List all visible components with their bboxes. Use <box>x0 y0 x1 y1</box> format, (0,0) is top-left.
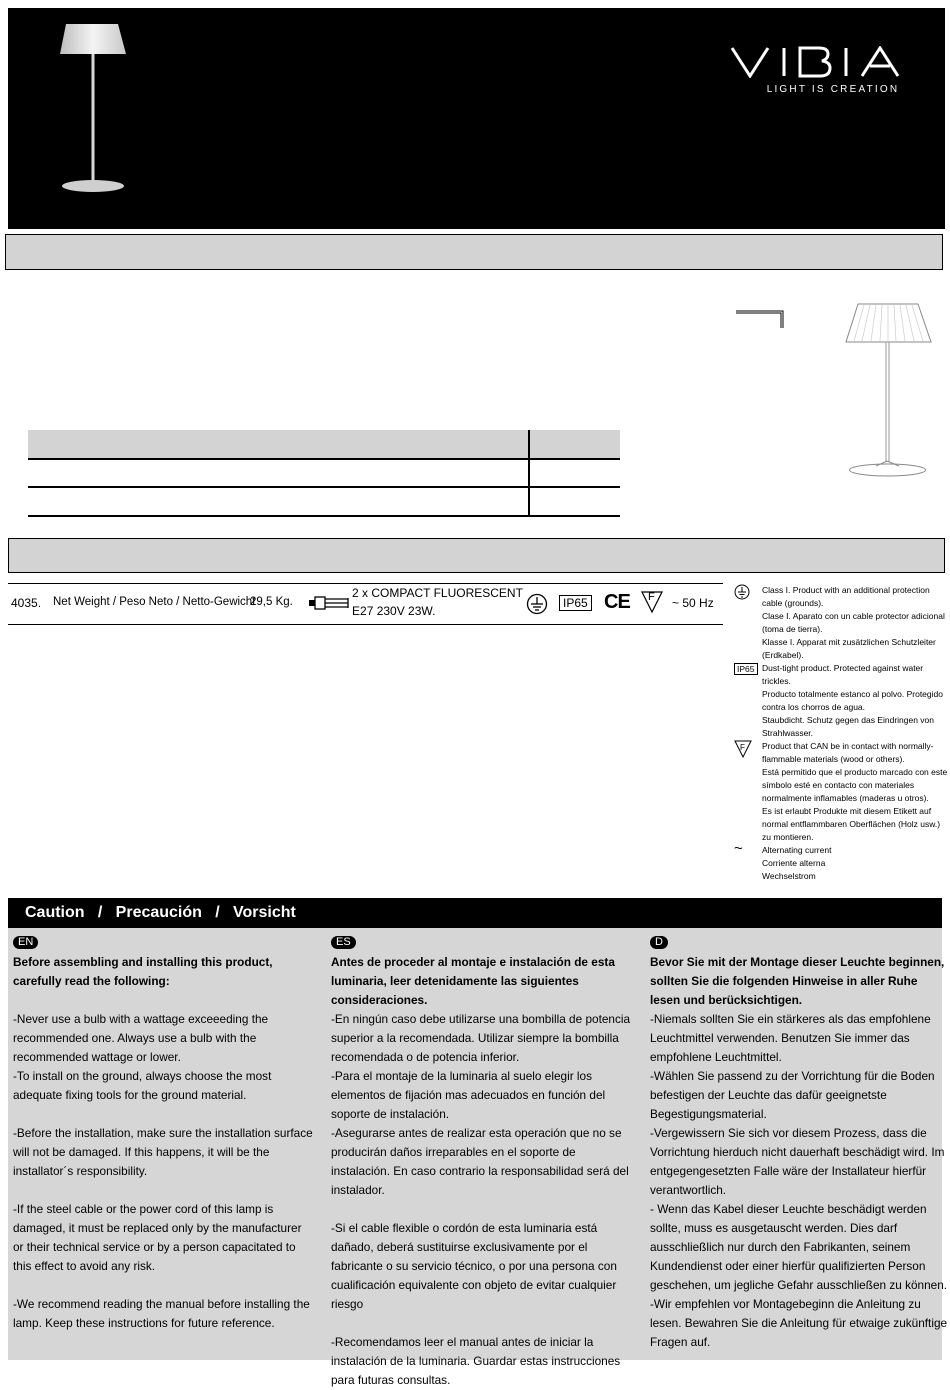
ground-icon <box>526 593 548 615</box>
legend-ac <box>734 840 950 883</box>
header-banner <box>8 8 945 229</box>
legend-text: Product that CAN be in contact with normally-flammable materials (wood or others). <box>762 741 934 764</box>
legend-text: Es ist erlaubt Produkte mit diesem Etikett auf normal entflammbaren Oberflächen (Holz usw.) zu montieren. <box>762 806 941 842</box>
table-row-line <box>28 486 620 488</box>
ip-rating-badge: IP65 <box>559 595 592 611</box>
legend-text: Producto totalmente estanco al polvo. Protegido contra los chorros de agua. <box>762 689 943 712</box>
caution-paragraph: -Wählen Sie passend zu der Vorrichtung für die Boden befestigen der Leuchte das dafür geeignetste Begestigungsmaterial. <box>650 1069 935 1121</box>
legend-f <box>734 740 950 844</box>
ce-mark: CE <box>604 591 630 613</box>
caution-paragraph: -Si el cable flexible o cordón de esta luminaria está dañado, deberá sustituirse exclusivamente por el fabricante o su servicio técnico, o por una persona con cualificación equivalente con objeto de evitar cualquier riesgo <box>331 1221 617 1311</box>
weight-value: 29,5 Kg. <box>250 596 293 608</box>
caution-intro: Antes de proceder al montaje e instalación de esta luminaria, leer detenidamente las siguientes consideraciones. <box>331 955 615 1007</box>
lamp-spec <box>352 604 435 618</box>
caution-intro: Bevor Sie mit der Montage dieser Leuchte beginnen, sollten Sie die folgenden Hinweise in aller Ruhe lesen und berücksichtigen. <box>650 955 945 1007</box>
caution-paragraph: -To install on the ground, always choose the most adequate fixing tools for the ground material. <box>13 1069 272 1102</box>
legend-text: Clase I. Aparato con un cable protector adicional (toma de tierra). <box>762 611 945 634</box>
symbol-legend <box>734 584 950 883</box>
f-mark-label: F <box>648 591 655 603</box>
allen-key-icon <box>735 308 787 330</box>
caution-paragraph: -If the steel cable or the power cord of this lamp is damaged, it must be replaced only by the manufacturer or their technical service or by a person capacitated to this effect to avoid any risk. <box>13 1202 302 1273</box>
caution-column-es <box>331 932 631 1390</box>
caution-paragraph: -Wir empfehlen vor Montagebeginn die Anleitung zu lesen. Bewahren Sie die Anleitung für etwaige zukünftige Fragen auf. <box>650 1297 948 1349</box>
caution-paragraph: -Para el montaje de la luminaria al suelo elegir los elementos de fijación mas adecuados en función del soporte de instalación. <box>331 1069 606 1121</box>
caution-column-de <box>650 932 950 1352</box>
ip-rating-badge: IP65 <box>734 663 758 675</box>
lang-badge-de: D <box>650 936 668 949</box>
alternating-current-icon: ~ <box>734 840 743 857</box>
ground-icon <box>734 584 750 600</box>
legend-text: Está permitido que el producto marcado con este símbolo esté en contacto con materiales normalmente inflamables (maderas u otros). <box>762 767 948 803</box>
legend-text: Staubdicht. Schutz gegen das Eindringen von Strahlwasser. <box>762 715 935 738</box>
weight-label: Net Weight / Peso Neto / Netto-Gewicht <box>53 596 256 608</box>
caution-paragraph: -Never use a bulb with a wattage exceeeding the recommended one. Always use a bulb with the recommended wattage or lower. <box>13 1012 269 1064</box>
legend-class1 <box>734 584 950 662</box>
lang-badge-es: ES <box>331 936 356 949</box>
legend-text: Dust-tight product. Protected against water trickles. <box>762 663 924 686</box>
caution-paragraph: -Before the installation, make sure the installation surface will not be damaged. If this happens, it will be the installator´s responsibility. <box>13 1126 313 1178</box>
caution-paragraph: -Vergewissern Sie sich vor diesem Prozess, dass die Vorrichtung hierduch nicht dauerhaft beschädigt wird. Im entgegengesetzten Falle wäre der Installateur hierfür verantwortlich. <box>650 1126 945 1197</box>
caution-paragraph: -Asegurarse antes de realizar esta operación que no se producirán daños irreparables en el soporte de instalación. En caso contrario la responsabilidad será del instalador. <box>331 1126 629 1197</box>
legend-text: Class I. Product with an additional protection cable (grounds). <box>762 585 930 608</box>
vibia-logo <box>730 46 935 78</box>
table-row-line <box>28 515 620 517</box>
caution-paragraph: - Wenn das Kabel dieser Leuchte beschädigt werden sollte, muss es ausgetauscht werden. Dies darf ausschließlich nur durch den Fabrikanten, seinem Kundendienst oder einer hierfür qualifizierten Person geschehen, um jegliche Gefahr ausschließen zu können. <box>650 1202 948 1292</box>
caution-intro: Before assembling and installing this product, carefully read the following: <box>13 955 273 988</box>
legend-text: Alternating current <box>762 845 832 855</box>
caution-title: Caution / Precaución / Vorsicht <box>25 904 296 921</box>
legend-text: Corriente alterna <box>762 858 826 868</box>
table-header <box>28 430 620 458</box>
lamp-type: 2 x COMPACT FLUORESCENT <box>352 586 523 600</box>
caution-paragraph: -Recomendamos leer el manual antes de iniciar la instalación de la luminaria. Guardar estas instrucciones para futuras consultas. <box>331 1335 621 1387</box>
caution-paragraph: -Niemals sollten Sie ein stärkeres als das empfohlene Leuchtmittel verwenden. Benutzen Sie immer das empfohlene Leuchtmittel. <box>650 1012 931 1064</box>
tagline: LIGHT IS CREATION <box>766 84 900 95</box>
frequency: ~ 50 Hz <box>672 596 714 610</box>
caution-body <box>8 928 948 1387</box>
legend-text: Wechselstrom <box>762 871 816 881</box>
f-mark-label: F <box>740 743 745 752</box>
lamp-values: 27 230V 23W. <box>360 604 436 618</box>
table-divider <box>528 430 530 517</box>
fluorescent-bulb-icon <box>308 594 350 612</box>
lamp-socket: E <box>352 604 361 618</box>
caution-header <box>8 898 942 928</box>
product-ref: 4035. <box>11 596 42 610</box>
frequency-value: 50 Hz <box>682 596 714 610</box>
caution-column-en <box>13 932 313 1333</box>
section-bar <box>8 538 945 573</box>
legend-text: Klasse I. Apparat mit zusätzlichen Schutzleiter (Erdkabel). <box>762 637 936 660</box>
section-bar <box>5 234 943 270</box>
lamp-drawing <box>840 298 935 480</box>
legend-ip65 <box>734 662 950 740</box>
floor-lamp-image <box>56 22 136 197</box>
table-row-line <box>28 458 620 460</box>
spec-row <box>8 583 723 625</box>
caution-paragraph: -En ningún caso debe utilizarse una bombilla de potencia superior a la recomendada. Utilizar siempre la bombilla recomendada o de potencia inferior. <box>331 1012 631 1064</box>
caution-paragraph: -We recommend reading the manual before installing the lamp. Keep these instructions for future reference. <box>13 1297 310 1330</box>
lang-badge-en: EN <box>13 936 38 949</box>
